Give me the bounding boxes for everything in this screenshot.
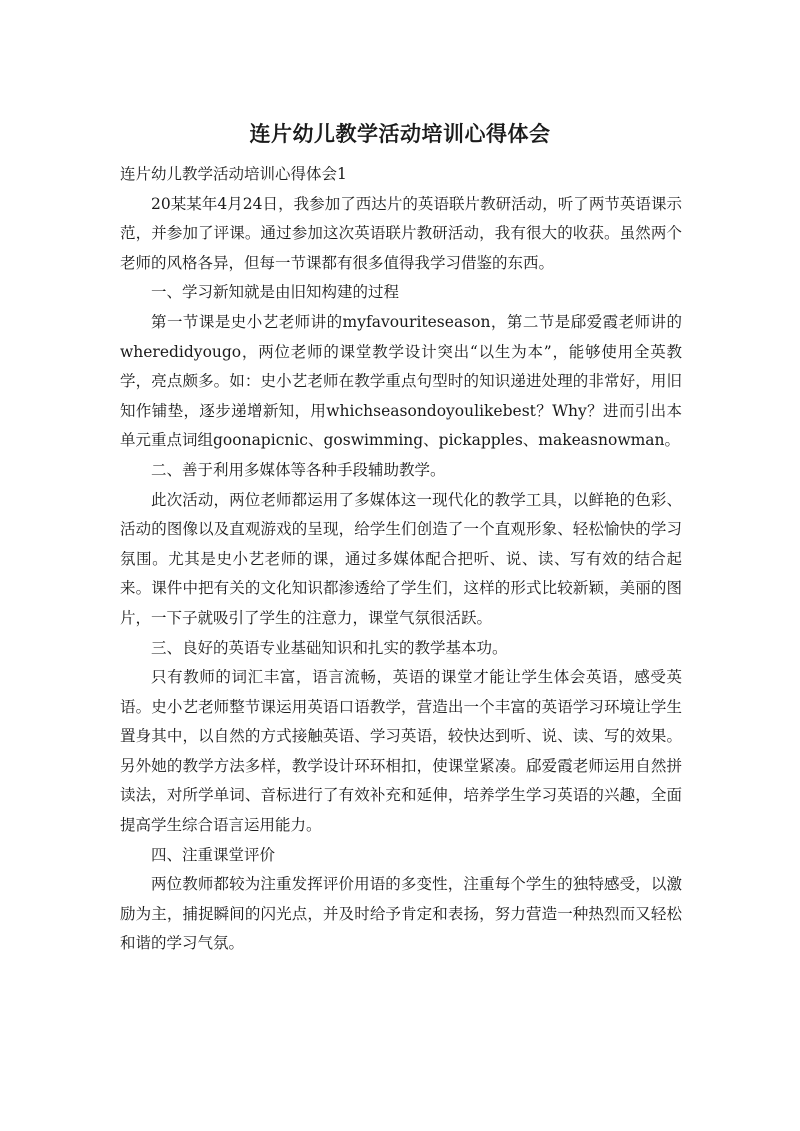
section-heading: 连片幼儿教学活动培训心得体会1 xyxy=(120,165,347,183)
heading-point-3: 三、良好的英语专业基础知识和扎实的教学基本功。 xyxy=(151,638,508,657)
paragraph-intro: 20某某年4月24日，我参加了西达片的英语联片教研活动，听了两节英语课示范，并参加了评课。通过参加这次英语联片教研活动，我有很大的收获。虽然两个老师的风格各异，但每一节课都有很多值得我学习借鉴的东西。 xyxy=(120,194,682,272)
paragraph-point-2: 此次活动，两位老师都运用了多媒体这一现代化的教学工具，以鲜艳的色彩、活动的图像以及直观游戏的呈现，给学生们创造了一个直观形象、轻松愉快的学习氛围。尤其是史小艺老师的课，通过多媒体配合把听、说、读、写有效的结合起来。课件中把有关的文化知识都渗透给了学生们，这样的形式比较新颖，美丽的图片，一下子就吸引了学生的注意力，课堂气氛很活跃。 xyxy=(120,490,682,627)
paragraph-point-4: 两位教师都较为注重发挥评价用语的多变性，注重每个学生的独特感受，以激励为主，捕捉瞬间的闪光点，并及时给予肯定和表扬，努力营造一种热烈而又轻松和谐的学习气氛。 xyxy=(120,875,682,953)
heading-point-2: 二、善于利用多媒体等各种手段辅助教学。 xyxy=(151,460,446,479)
document-title: 连片幼儿教学活动培训心得体会 xyxy=(249,122,551,146)
document-body xyxy=(120,160,682,959)
heading-point-1: 一、学习新知就是由旧知构建的过程 xyxy=(151,283,400,302)
paragraph-point-1: 第一节课是史小艺老师讲的myfavouriteseason，第二节是郈爱霞老师讲的wheredidyougo，两位老师的课堂教学设计突出“以生为本”，能够使用全英教学，亮点颇多。如：史小艺老师在教学重点句型时的知识递进处理的非常好，用旧知作铺垫，逐步递增新知，用whichseasondoyoulikebest？Why？进而引出本单元重点词组goonapicnic、goswimming、pickapples、makeasnowman。 xyxy=(120,312,682,450)
heading-point-4: 四、注重课堂评价 xyxy=(151,845,276,864)
paragraph-point-3: 只有教师的词汇丰富，语言流畅，英语的课堂才能让学生体会英语，感受英语。史小艺老师整节课运用英语口语教学，营造出一个丰富的英语学习环境让学生置身其中，以自然的方式接触英语、学习英语，较快达到听、说、读、写的效果。另外她的教学方法多样，教学设计环环相扣，使课堂紧凑。郈爱霞老师运用自然拼读法，对所学单词、音标进行了有效补充和延伸，培养学生学习英语的兴趣，全面提高学生综合语言运用能力。 xyxy=(120,668,682,835)
